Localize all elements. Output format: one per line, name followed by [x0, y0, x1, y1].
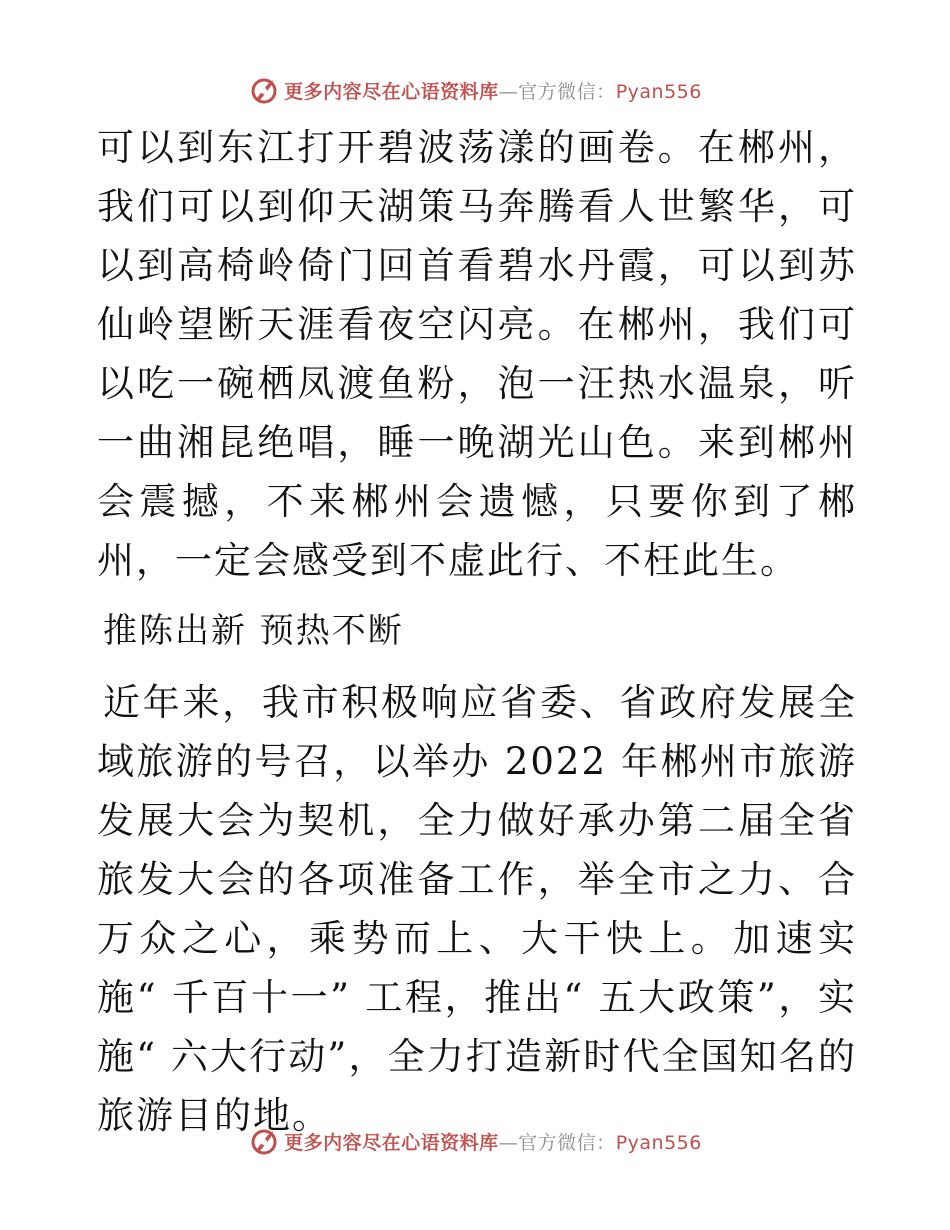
watermark-separator: —	[498, 80, 519, 103]
watermark-brand: 更多内容尽在心语资料库	[284, 1131, 499, 1154]
document-body	[97, 118, 857, 1145]
watermark-label: 官方微信：	[518, 1131, 616, 1154]
watermark-brand: 更多内容尽在心语资料库	[284, 80, 499, 103]
pen-seal-icon	[248, 1125, 280, 1157]
pen-seal-icon	[248, 74, 280, 106]
watermark-separator: —	[498, 1131, 519, 1154]
footer-watermark	[0, 1121, 950, 1161]
section-heading: 推陈出新 预热不断	[103, 611, 404, 651]
watermark-text	[284, 1128, 702, 1155]
body-paragraph-2: 近年来，我市积极响应省委、省政府发展全域旅游的号召，以举办 2022 年郴州市旅游发展大会为契机，全力做好承办第二届全省旅发大会的各项准备工作，举全市之力、合万众之心，乘势而上、大干快上。加速实施“ 千百十一” 工程，推出“ 五大政策”，实施“ 六大行动”，全力打造新时代全国知名的旅游目的地。	[97, 681, 857, 1137]
watermark-wechat-id: Pyan556	[615, 1131, 702, 1154]
body-paragraph-1: 可以到东江打开碧波荡漾的画卷。在郴州，我们可以到仰天湖策马奔腾看人世繁华，可以到高椅岭倚门回首看碧水丹霞，可以到苏仙岭望断天涯看夜空闪亮。在郴州，我们可以吃一碗栖凤渡鱼粉，泡一汪热水温泉，听一曲湘昆绝唱，睡一晚湖光山色。来到郴州会震撼，不来郴州会遗憾，只要你到了郴州，一定会感受到不虚此行、不枉此生。	[97, 126, 857, 582]
watermark-label: 官方微信：	[518, 80, 616, 103]
watermark-text	[284, 77, 702, 104]
watermark-wechat-id: Pyan556	[615, 80, 702, 103]
header-watermark	[0, 70, 950, 110]
